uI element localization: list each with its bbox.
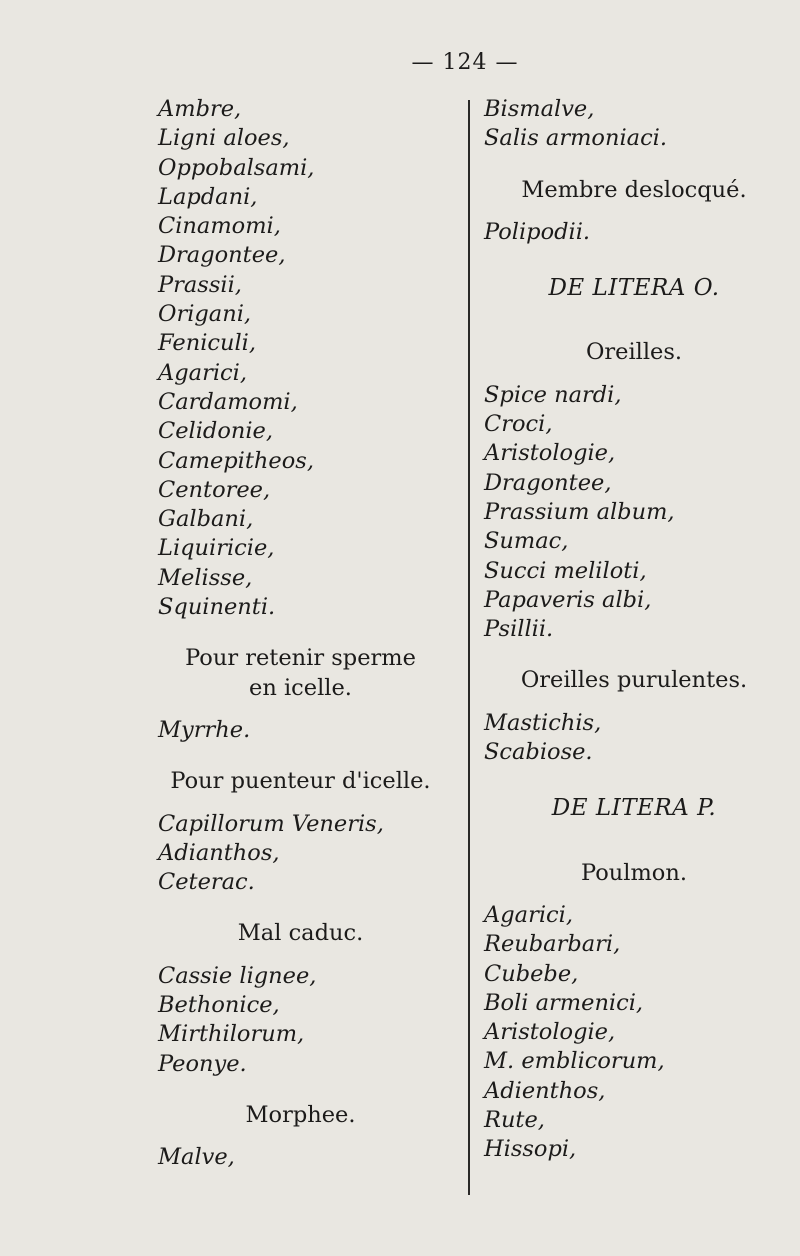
spacer [158, 949, 443, 962]
spacer [484, 767, 784, 794]
list-item: Bethonice, [158, 992, 280, 1019]
subheading: Poulmon. [581, 859, 687, 886]
subheading: en icelle. [249, 674, 352, 701]
list-item: Malve, [158, 1144, 235, 1171]
list-item: Adienthos, [484, 1077, 606, 1104]
list-item: Squinenti. [158, 594, 276, 621]
list-item: Polipodii. [484, 218, 591, 245]
list-item: Agarici, [158, 359, 247, 386]
list-item: Mastichis, [484, 709, 602, 736]
spacer [158, 703, 443, 716]
right-column [484, 95, 784, 1165]
list-item: Aristologie, [484, 440, 616, 467]
list-item: Mirthilorum, [158, 1021, 305, 1048]
list-item: Salis armoniaci. [484, 125, 668, 152]
list-item: Melisse, [158, 564, 253, 591]
subheading: Morphee. [245, 1101, 356, 1128]
page-number: — 124 — [411, 50, 519, 75]
subheading: Oreilles purulentes. [520, 667, 748, 694]
list-item: Dragontee, [158, 242, 286, 269]
list-item: Reubarbari, [484, 931, 621, 958]
spacer [484, 824, 784, 846]
list-item: Rute, [484, 1107, 545, 1134]
list-item: Feniculi, [158, 330, 257, 357]
list-item: Origani, [158, 301, 252, 328]
list-item: Ligni aloes, [158, 125, 290, 152]
spacer [158, 1079, 443, 1101]
list-item: Prassium album, [484, 498, 675, 525]
list-item: Papaveris albi, [484, 586, 652, 613]
subheading: Pour retenir sperme [185, 645, 416, 672]
list-item: Lapdani, [158, 183, 258, 210]
spacer [484, 696, 784, 709]
list-item: Ceterac. [158, 869, 255, 896]
subheading: Oreilles. [585, 339, 683, 366]
list-item: Cinamomi, [158, 213, 281, 240]
list-item: Succi meliloti, [484, 557, 647, 584]
list-item: Aristologie, [484, 1019, 616, 1046]
list-item: Croci, [484, 411, 553, 438]
subheading: Mal caduc. [237, 920, 364, 947]
list-item: Psillii. [484, 616, 554, 643]
spacer [484, 368, 784, 381]
list-item: Agarici, [484, 901, 573, 928]
spacer [158, 745, 443, 767]
spacer [484, 325, 784, 338]
list-item: Ambre, [158, 96, 242, 122]
spacer [484, 303, 784, 325]
spacer [158, 622, 443, 644]
list-item: Cubebe, [484, 960, 579, 987]
spacer [484, 644, 784, 666]
list-item: Cardamomi, [158, 388, 298, 415]
subheading: Pour puenteur d'icelle. [170, 768, 431, 795]
left-column [158, 95, 443, 1173]
list-item: Prassii, [158, 271, 242, 298]
list-item: Celidonie, [158, 418, 274, 445]
list-item: Dragontee, [484, 469, 612, 496]
list-item: Oppobalsami, [158, 154, 315, 181]
section-heading: DE LITERA P. [551, 795, 717, 822]
list-item: Peonye. [158, 1050, 247, 1077]
list-item: M. emblicorum, [484, 1048, 665, 1075]
list-item: Camepitheos, [158, 447, 314, 474]
list-item: Hissopi, [484, 1136, 577, 1163]
spacer [158, 797, 443, 810]
section-heading: DE LITERA O. [548, 275, 720, 302]
subheading: Membre deslocqué. [521, 176, 747, 203]
list-item: Capillorum Veneris, [158, 810, 384, 837]
spacer [484, 154, 784, 176]
spacer [484, 205, 784, 218]
list-item: Myrrhe. [158, 716, 251, 743]
list-item: Cassie lignee, [158, 962, 317, 989]
spacer [158, 1130, 443, 1143]
spacer [484, 247, 784, 274]
spacer [158, 897, 443, 919]
list-item: Boli armenici, [484, 989, 644, 1016]
list-item: Galbani, [158, 506, 254, 533]
column-divider [468, 100, 470, 1195]
list-item: Adianthos, [158, 839, 280, 866]
list-item: Sumac, [484, 528, 569, 555]
list-item: Bismalve, [484, 96, 595, 122]
list-item: Scabiose. [484, 739, 593, 766]
list-item: Liquiricie, [158, 535, 275, 562]
spacer [484, 846, 784, 859]
list-item: Spice nardi, [484, 381, 622, 408]
list-item: Centoree, [158, 476, 271, 503]
spacer [484, 888, 784, 901]
